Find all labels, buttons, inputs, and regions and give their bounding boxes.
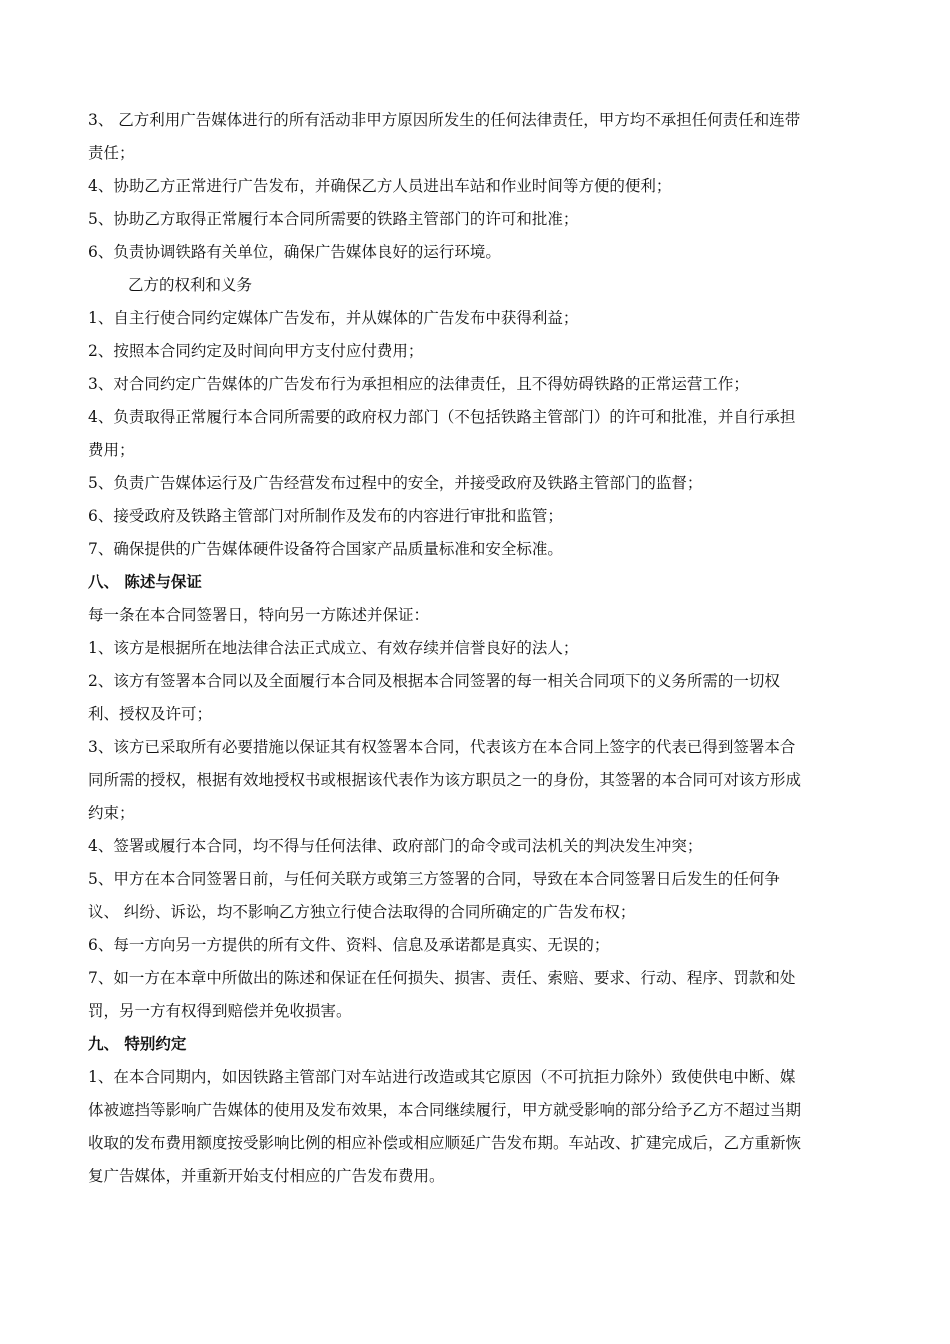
text-line: 5、甲方在本合同签署日前，与任何关联方或第三方签署的合同，导致在本合同签署日后发生的任何争 [88,870,780,888]
text-line: 5、负责广告媒体运行及广告经营发布过程中的安全，并接受政府及铁路主管部门的监督； [88,474,703,492]
text-line: 7、确保提供的广告媒体硬件设备符合国家产品质量标准和安全标准。 [88,540,563,558]
text-line: 1、在本合同期内，如因铁路主管部门对车站进行改造或其它原因（不可抗拒力除外）致使供电中断、媒 [88,1068,796,1086]
subsection-title: 乙方的权利和义务 [128,276,253,294]
text-line: 1、该方是根据所在地法律合法正式成立、有效存续并信誉良好的法人； [88,639,579,657]
text-line: 罚，另一方有权得到赔偿并免收损害。 [88,1002,352,1020]
text-line: 3、对合同约定广告媒体的广告发布行为承担相应的法律责任，且不得妨碍铁路的正常运营工作； [88,375,749,393]
text-line: 6、每一方向另一方提供的所有文件、资料、信息及承诺都是真实、无误的； [88,936,610,954]
text-line: 收取的发布费用额度按受影响比例的相应补偿或相应顺延广告发布期。车站改、扩建完成后，乙方重新恢 [88,1134,802,1152]
text-line: 议、 纠纷、诉讼，均不影响乙方独立行使合法取得的合同所确定的广告发布权； [88,903,636,921]
text-line: 6、负责协调铁路有关单位，确保广告媒体良好的运行环境。 [88,243,501,261]
text-line: 4、协助乙方正常进行广告发布，并确保乙方人员进出车站和作业时间等方便的便利； [88,177,672,195]
text-line: 7、如一方在本章中所做出的陈述和保证在任何损失、损害、责任、索赔、要求、行动、程序、罚款和处 [88,969,796,987]
text-line: 6、接受政府及铁路主管部门对所制作及发布的内容进行审批和监管； [88,507,563,525]
text-line: 约束； [88,804,135,822]
text-line: 利、授权及许可； [88,705,213,723]
text-line: 4、签署或履行本合同，均不得与任何法律、政府部门的命令或司法机关的判决发生冲突； [88,837,703,855]
section-heading: 八、 陈述与保证 [88,573,202,591]
text-line: 费用； [88,441,135,459]
text-line: 4、负责取得正常履行本合同所需要的政府权力部门（不包括铁路主管部门）的许可和批准，并自行承担 [88,408,796,426]
text-line: 责任； [88,144,135,162]
text-line: 3、 乙方利用广告媒体进行的所有活动非甲方原因所发生的任何法律责任，甲方均不承担任何责任和连带 [88,111,801,129]
text-line: 5、协助乙方取得正常履行本合同所需要的铁路主管部门的许可和批准； [88,210,579,228]
text-line: 同所需的授权，根据有效地授权书或根据该代表作为该方职员之一的身份，其签署的本合同可对该方形成 [88,771,802,789]
text-line: 每一条在本合同签署日，特向另一方陈述并保证： [88,606,430,624]
text-line: 2、按照本合同约定及时间向甲方支付应付费用； [88,342,424,360]
document-page [88,104,872,1193]
text-line: 1、自主行使合同约定媒体广告发布，并从媒体的广告发布中获得利益； [88,309,579,327]
text-line: 3、该方已采取所有必要措施以保证其有权签署本合同，代表该方在本合同上签字的代表已得到签署本合 [88,738,796,756]
text-line: 复广告媒体，并重新开始支付相应的广告发布费用。 [88,1167,445,1185]
section-heading: 九、 特别约定 [88,1035,187,1053]
text-line: 体被遮挡等影响广告媒体的使用及发布效果，本合同继续履行，甲方就受影响的部分给予乙方不超过当期 [88,1101,802,1119]
text-line: 2、该方有签署本合同以及全面履行本合同及根据本合同签署的每一相关合同项下的义务所需的一切权 [88,672,780,690]
